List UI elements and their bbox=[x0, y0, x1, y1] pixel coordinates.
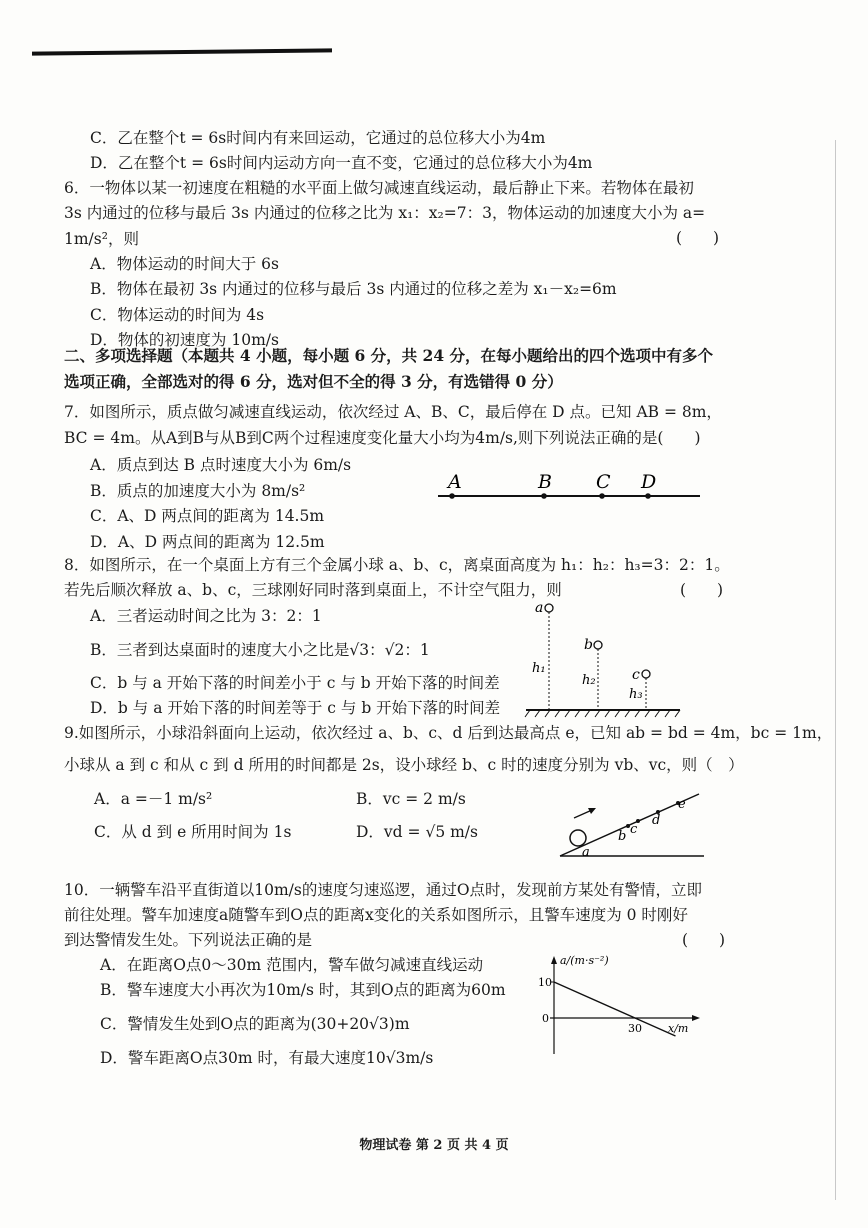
q8-ball-b-label: b bbox=[584, 637, 593, 653]
q10-stem-line1: 10．一辆警车沿平直街道以10m/s的速度匀速巡逻，通过O点时，发现前方某处有警情，立即 bbox=[64, 881, 703, 899]
q7-option-a: A．质点到达 B 点时速度大小为 6m/s bbox=[90, 456, 352, 474]
q9-stem-line1: 9.如图所示，小球沿斜面向上运动，依次经过 a、b、c、d 后到达最高点 e，已知 ab = bd = 4m，bc = 1m， bbox=[64, 724, 833, 742]
q9-stem-line2: 小球从 a 到 c 和从 c 到 d 所用的时间都是 2s，设小球经 b、c 时的速度分别为 vb、vc，则（ ） bbox=[64, 756, 744, 774]
q7-label-a: A bbox=[448, 471, 462, 493]
q6-stem-line3: 1m/s²，则 bbox=[64, 230, 139, 248]
q7-option-d: D．A、D 两点间的距离为 12.5m bbox=[90, 533, 325, 551]
q8-ball-c bbox=[642, 670, 650, 678]
page-footer: 物理试卷 第 2 页 共 4 页 bbox=[359, 1138, 509, 1153]
q9-incline-figure bbox=[554, 782, 710, 862]
q10-y-tick-0: 0 bbox=[542, 1012, 549, 1025]
q6-answer-blank: ( ) bbox=[676, 229, 720, 247]
q10-series-line bbox=[554, 982, 676, 1036]
q8-option-c: C．b 与 a 开始下落的时间差小于 c 与 b 开始下落的时间差 bbox=[90, 674, 500, 692]
q9-option-a: A．a =－1 m/s² bbox=[94, 790, 213, 808]
q8-option-a: A．三者运动时间之比为 3：2：1 bbox=[90, 607, 322, 625]
q10-x-tick-30: 30 bbox=[628, 1022, 642, 1035]
q8-table-hatching bbox=[525, 710, 680, 717]
q7-stem-line1: 7．如图所示，质点做匀减速直线运动，依次经过 A、B、C，最后停在 D 点。已知 AB = 8m， bbox=[64, 403, 722, 421]
q6-option-d: D．物体的初速度为 10m/s bbox=[90, 331, 279, 349]
q7-stem-line2: BC = 4m。从A到B与从B到C两个过程速度变化量大小均为4m/s,则下列说法正确的是( ) bbox=[64, 429, 701, 447]
q7-points-figure bbox=[430, 468, 706, 504]
q6-option-c: C．物体运动的时间为 4s bbox=[90, 306, 265, 324]
q8-answer-blank: ( ) bbox=[680, 581, 724, 599]
q8-ball-a bbox=[545, 604, 553, 612]
q5-option-d: D．乙在整个t = 6s时间内运动方向一直不变，它通过的总位移大小为4m bbox=[90, 154, 593, 172]
section2-title-line2: 选项正确，全部选对的得 6 分，选对但不全的得 3 分，有选错得 0 分） bbox=[64, 372, 563, 391]
q6-stem-line2: 3s 内通过的位移与最后 3s 内通过的位移之比为 x₁：x₂=7：3，物体运动的加速度大小为 a= bbox=[64, 204, 706, 222]
q6-option-b: B．物体在最初 3s 内通过的位移与最后 3s 内通过的位移之差为 x₁－x₂=6m bbox=[90, 280, 617, 298]
q7-option-c: C．A、D 两点间的距离为 14.5m bbox=[90, 507, 325, 525]
q10-stem-line3: 到达警情发生处。下列说法正确的是 bbox=[64, 931, 313, 949]
page-edge bbox=[835, 140, 836, 1200]
q10-x-axis-label: x/m bbox=[668, 1022, 689, 1035]
q9-label-d: d bbox=[652, 813, 661, 828]
q6-stem-line1: 6．一物体以某一初速度在粗糙的水平面上做匀减速直线运动，最后静止下来。若物体在最初 bbox=[64, 179, 694, 197]
q8-option-d: D．b 与 a 开始下落的时间差等于 c 与 b 开始下落的时间差 bbox=[90, 699, 501, 717]
q8-drop-figure bbox=[524, 596, 684, 720]
q7-option-b: B．质点的加速度大小为 8m/s² bbox=[90, 482, 306, 500]
q10-stem-line2: 前往处理。警车加速度a随警车到O点的距离x变化的关系如图所示，且警车速度为 0 时刚好 bbox=[64, 906, 688, 924]
q9-label-b: b bbox=[618, 829, 627, 844]
q9-label-e: e bbox=[678, 797, 686, 812]
q10-option-c: C．警情发生处到O点的距离为(30+20√3)m bbox=[100, 1015, 410, 1033]
q9-option-d: D．vd = √5 m/s bbox=[356, 823, 478, 841]
q8-stem-line1: 8．如图所示，在一个桌面上方有三个金属小球 a、b、c，离桌面高度为 h₁：h₂：h₃=3：2：1。 bbox=[64, 556, 730, 574]
q9-ball bbox=[570, 830, 586, 846]
q7-point-a bbox=[449, 493, 455, 499]
q10-option-d: D．警车距离O点30m 时，有最大速度10√3m/s bbox=[100, 1049, 434, 1067]
q7-point-b bbox=[541, 493, 547, 499]
q10-x-axis-arrow bbox=[692, 1015, 700, 1021]
q9-option-b: B．vc = 2 m/s bbox=[356, 790, 466, 808]
q7-point-c bbox=[599, 493, 605, 499]
q8-ball-b bbox=[594, 641, 602, 649]
q8-height-label-2: h₂ bbox=[582, 673, 596, 688]
q8-ball-c-label: c bbox=[632, 667, 640, 683]
q10-option-a: A．在距离O点0～30m 范围内，警车做匀减速直线运动 bbox=[100, 956, 484, 974]
q10-y-tick-10: 10 bbox=[538, 976, 552, 989]
section2-title-line1: 二、多项选择题（本题共 4 小题，每小题 6 分，共 24 分，在每小题给出的四个选项中有多个 bbox=[64, 346, 714, 365]
q7-label-d: D bbox=[641, 471, 657, 493]
q10-option-b: B．警车速度大小再次为10m/s 时，其到O点的距离为60m bbox=[100, 981, 506, 999]
q10-answer-blank: ( ) bbox=[682, 931, 726, 949]
q9-label-a: a bbox=[582, 845, 590, 860]
q8-stem-line2: 若先后顺次释放 a、b、c，三球刚好同时落到桌面上，不计空气阻力，则 bbox=[64, 581, 562, 599]
q9-direction-arrow bbox=[574, 810, 592, 818]
q8-ball-a-label: a bbox=[535, 600, 544, 616]
q8-height-label-3: h₃ bbox=[629, 687, 643, 702]
q7-label-c: C bbox=[596, 471, 611, 493]
q5-option-c: C．乙在整个t = 6s时间内有来回运动，它通过的总位移大小为4m bbox=[90, 129, 546, 147]
q9-option-c: C．从 d 到 e 所用时间为 1s bbox=[94, 823, 292, 841]
q9-label-c: c bbox=[630, 822, 638, 837]
scan-artifact bbox=[32, 48, 332, 55]
q8-option-b: B．三者到达桌面时的速度大小之比是√3：√2：1 bbox=[90, 641, 430, 659]
q7-label-b: B bbox=[538, 471, 552, 493]
q10-y-axis-label: a/(m·s⁻²) bbox=[560, 954, 609, 967]
q6-option-a: A．物体运动的时间大于 6s bbox=[90, 255, 279, 273]
q10-y-axis-arrow bbox=[551, 956, 557, 964]
q8-height-label-1: h₁ bbox=[532, 661, 546, 676]
q7-point-d bbox=[645, 493, 651, 499]
q10-acceleration-chart bbox=[530, 950, 705, 1060]
